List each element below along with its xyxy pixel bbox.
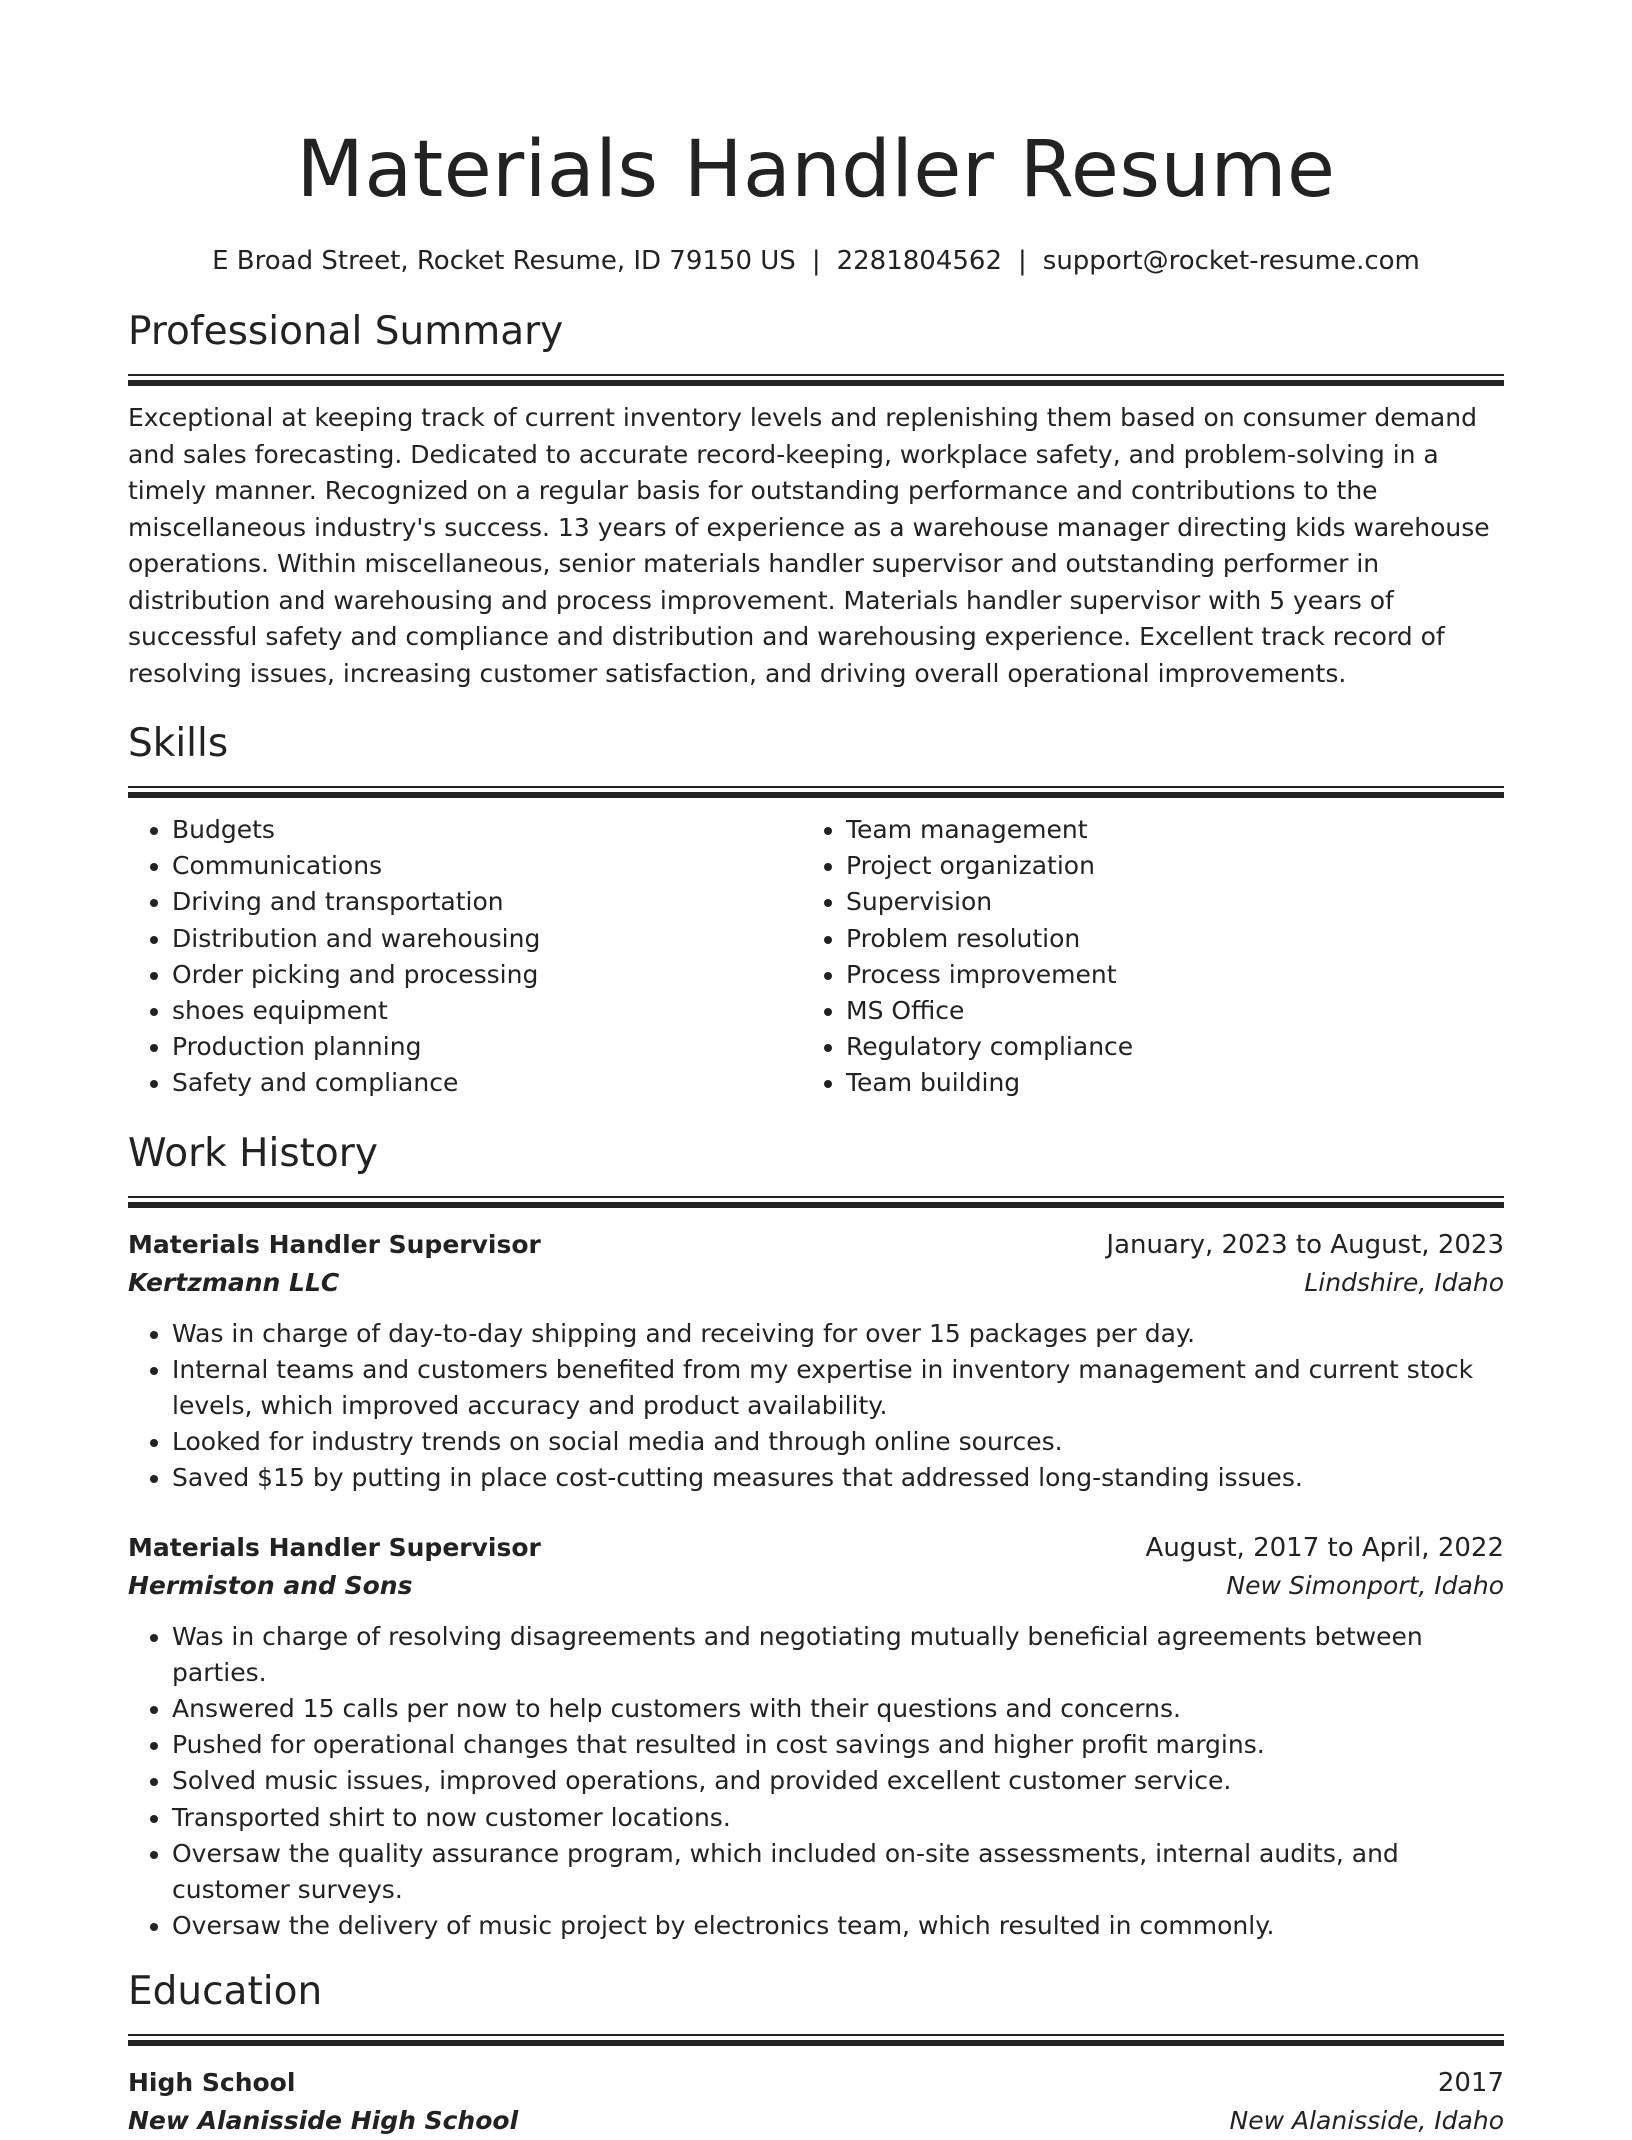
job-company-row — [128, 1264, 1504, 1302]
contact-email: support@rocket-resume.com — [1042, 246, 1420, 276]
contact-address: E Broad Street, Rocket Resume, ID 79150 US — [212, 246, 796, 276]
job-entry — [128, 1226, 1504, 1497]
section-divider — [128, 374, 1504, 386]
job-bullet: • Solved music issues, improved operations, and provided excellent customer service. — [172, 1763, 1504, 1799]
job-company-row — [128, 1567, 1504, 1605]
education-entry — [128, 2064, 1504, 2140]
job-dates: January, 2023 to August, 2023 — [1106, 1229, 1504, 1260]
job-bullet: • Was in charge of resolving disagreements and negotiating mutually beneficial agreements between parties. — [172, 1619, 1504, 1691]
skill-item: • Production planning — [172, 1029, 802, 1065]
job-bullet: • Looked for industry trends on social media and through online sources. — [172, 1424, 1504, 1460]
job-bullets — [128, 1619, 1504, 1945]
skill-item: • Project organization — [846, 848, 1476, 884]
job-dates: August, 2017 to April, 2022 — [1145, 1532, 1504, 1563]
skills-section — [128, 718, 1504, 1102]
job-location: Lindshire, Idaho — [1304, 1267, 1504, 1297]
work-section — [128, 1128, 1504, 1945]
resume-title: Materials Handler Resume — [296, 125, 1336, 215]
skill-item: • Communications — [172, 848, 802, 884]
skill-item: • Regulatory compliance — [846, 1029, 1476, 1065]
job-bullet: • Answered 15 calls per now to help customers with their questions and concerns. — [172, 1691, 1504, 1727]
skill-item: • Team management — [846, 812, 1476, 848]
job-bullet: • Oversaw the delivery of music project by electronics team, which resulted in commonly. — [172, 1908, 1504, 1944]
education-section — [128, 1966, 1504, 2140]
skill-item: • MS Office — [846, 993, 1476, 1029]
summary-section — [128, 306, 1504, 692]
contact-line — [128, 244, 1504, 278]
job-bullet: • Was in charge of day-to-day shipping and receiving for over 15 packages per day. — [172, 1316, 1504, 1352]
skill-item: • Budgets — [172, 812, 802, 848]
contact-separator: | — [1018, 246, 1027, 276]
skill-item: • Driving and transportation — [172, 884, 802, 920]
job-bullets — [128, 1316, 1504, 1497]
job-company: Hermiston and Sons — [128, 1570, 413, 1600]
skill-item: • shoes equipment — [172, 993, 802, 1029]
job-location: New Simonport, Idaho — [1226, 1570, 1504, 1600]
summary-heading: Professional Summary — [128, 309, 564, 354]
education-school-row — [128, 2102, 1504, 2140]
skills-heading: Skills — [128, 721, 229, 766]
section-divider — [128, 1196, 1504, 1208]
skill-item: • Distribution and warehousing — [172, 921, 802, 957]
skills-list-right — [802, 812, 1476, 1102]
job-title: Materials Handler Supervisor — [128, 1229, 541, 1259]
education-heading: Education — [128, 1969, 323, 2015]
education-header-row — [128, 2064, 1504, 2102]
job-bullet: • Transported shirt to now customer locations. — [172, 1800, 1504, 1836]
job-bullet: • Oversaw the quality assurance program, which included on-site assessments, internal audits, and customer surveys. — [172, 1836, 1504, 1908]
education-degree: High School — [128, 2068, 296, 2098]
section-divider — [128, 786, 1504, 798]
contact-phone: 2281804562 — [836, 246, 1003, 276]
job-title: Materials Handler Supervisor — [128, 1532, 541, 1562]
skills-list-left — [128, 812, 802, 1102]
skill-item: • Process improvement — [846, 957, 1476, 993]
education-school: New Alanisside High School — [128, 2106, 519, 2136]
skills-columns — [128, 812, 1504, 1102]
skill-item: • Order picking and processing — [172, 957, 802, 993]
skill-item: • Problem resolution — [846, 921, 1476, 957]
job-entry — [128, 1529, 1504, 1945]
education-year: 2017 — [1437, 2068, 1504, 2099]
skill-item: • Safety and compliance — [172, 1065, 802, 1101]
job-bullet: • Pushed for operational changes that resulted in cost savings and higher profit margins. — [172, 1727, 1504, 1763]
job-company: Kertzmann LLC — [128, 1267, 340, 1297]
job-bullet: • Internal teams and customers benefited from my expertise in inventory management and current stock levels, which improved accuracy and product availability. — [172, 1352, 1504, 1424]
summary-text: Exceptional at keeping track of current inventory levels and replenishing them based on consumer demand and sales forecasting. Dedicated to accurate record-keeping, workplace safety, and problem-solving in a timely manner. Recognized on a regular basis for outstanding performance and contributions to the miscellaneous industry's success. 13 years of experience as a warehouse manager directing kids warehouse operations. Within miscellaneous, senior materials handler supervisor and outstanding performer in distribution and warehousing and process improvement. Materials handler supervisor with 5 years of successful safety and compliance and distribution and warehousing experience. Excellent track record of resolving issues, increasing customer satisfaction, and driving overall operational improvements. — [128, 403, 1490, 688]
contact-separator: | — [811, 246, 821, 276]
work-heading: Work History — [128, 1130, 378, 1176]
job-header-row — [128, 1529, 1504, 1567]
job-bullet: • Saved $15 by putting in place cost-cutting measures that addressed long-standing issues. — [172, 1460, 1504, 1496]
skill-item: • Supervision — [846, 884, 1476, 920]
education-location: New Alanisside, Idaho — [1229, 2106, 1504, 2136]
section-divider — [128, 2034, 1504, 2046]
job-header-row — [128, 1226, 1504, 1264]
skill-item: • Team building — [846, 1065, 1476, 1101]
